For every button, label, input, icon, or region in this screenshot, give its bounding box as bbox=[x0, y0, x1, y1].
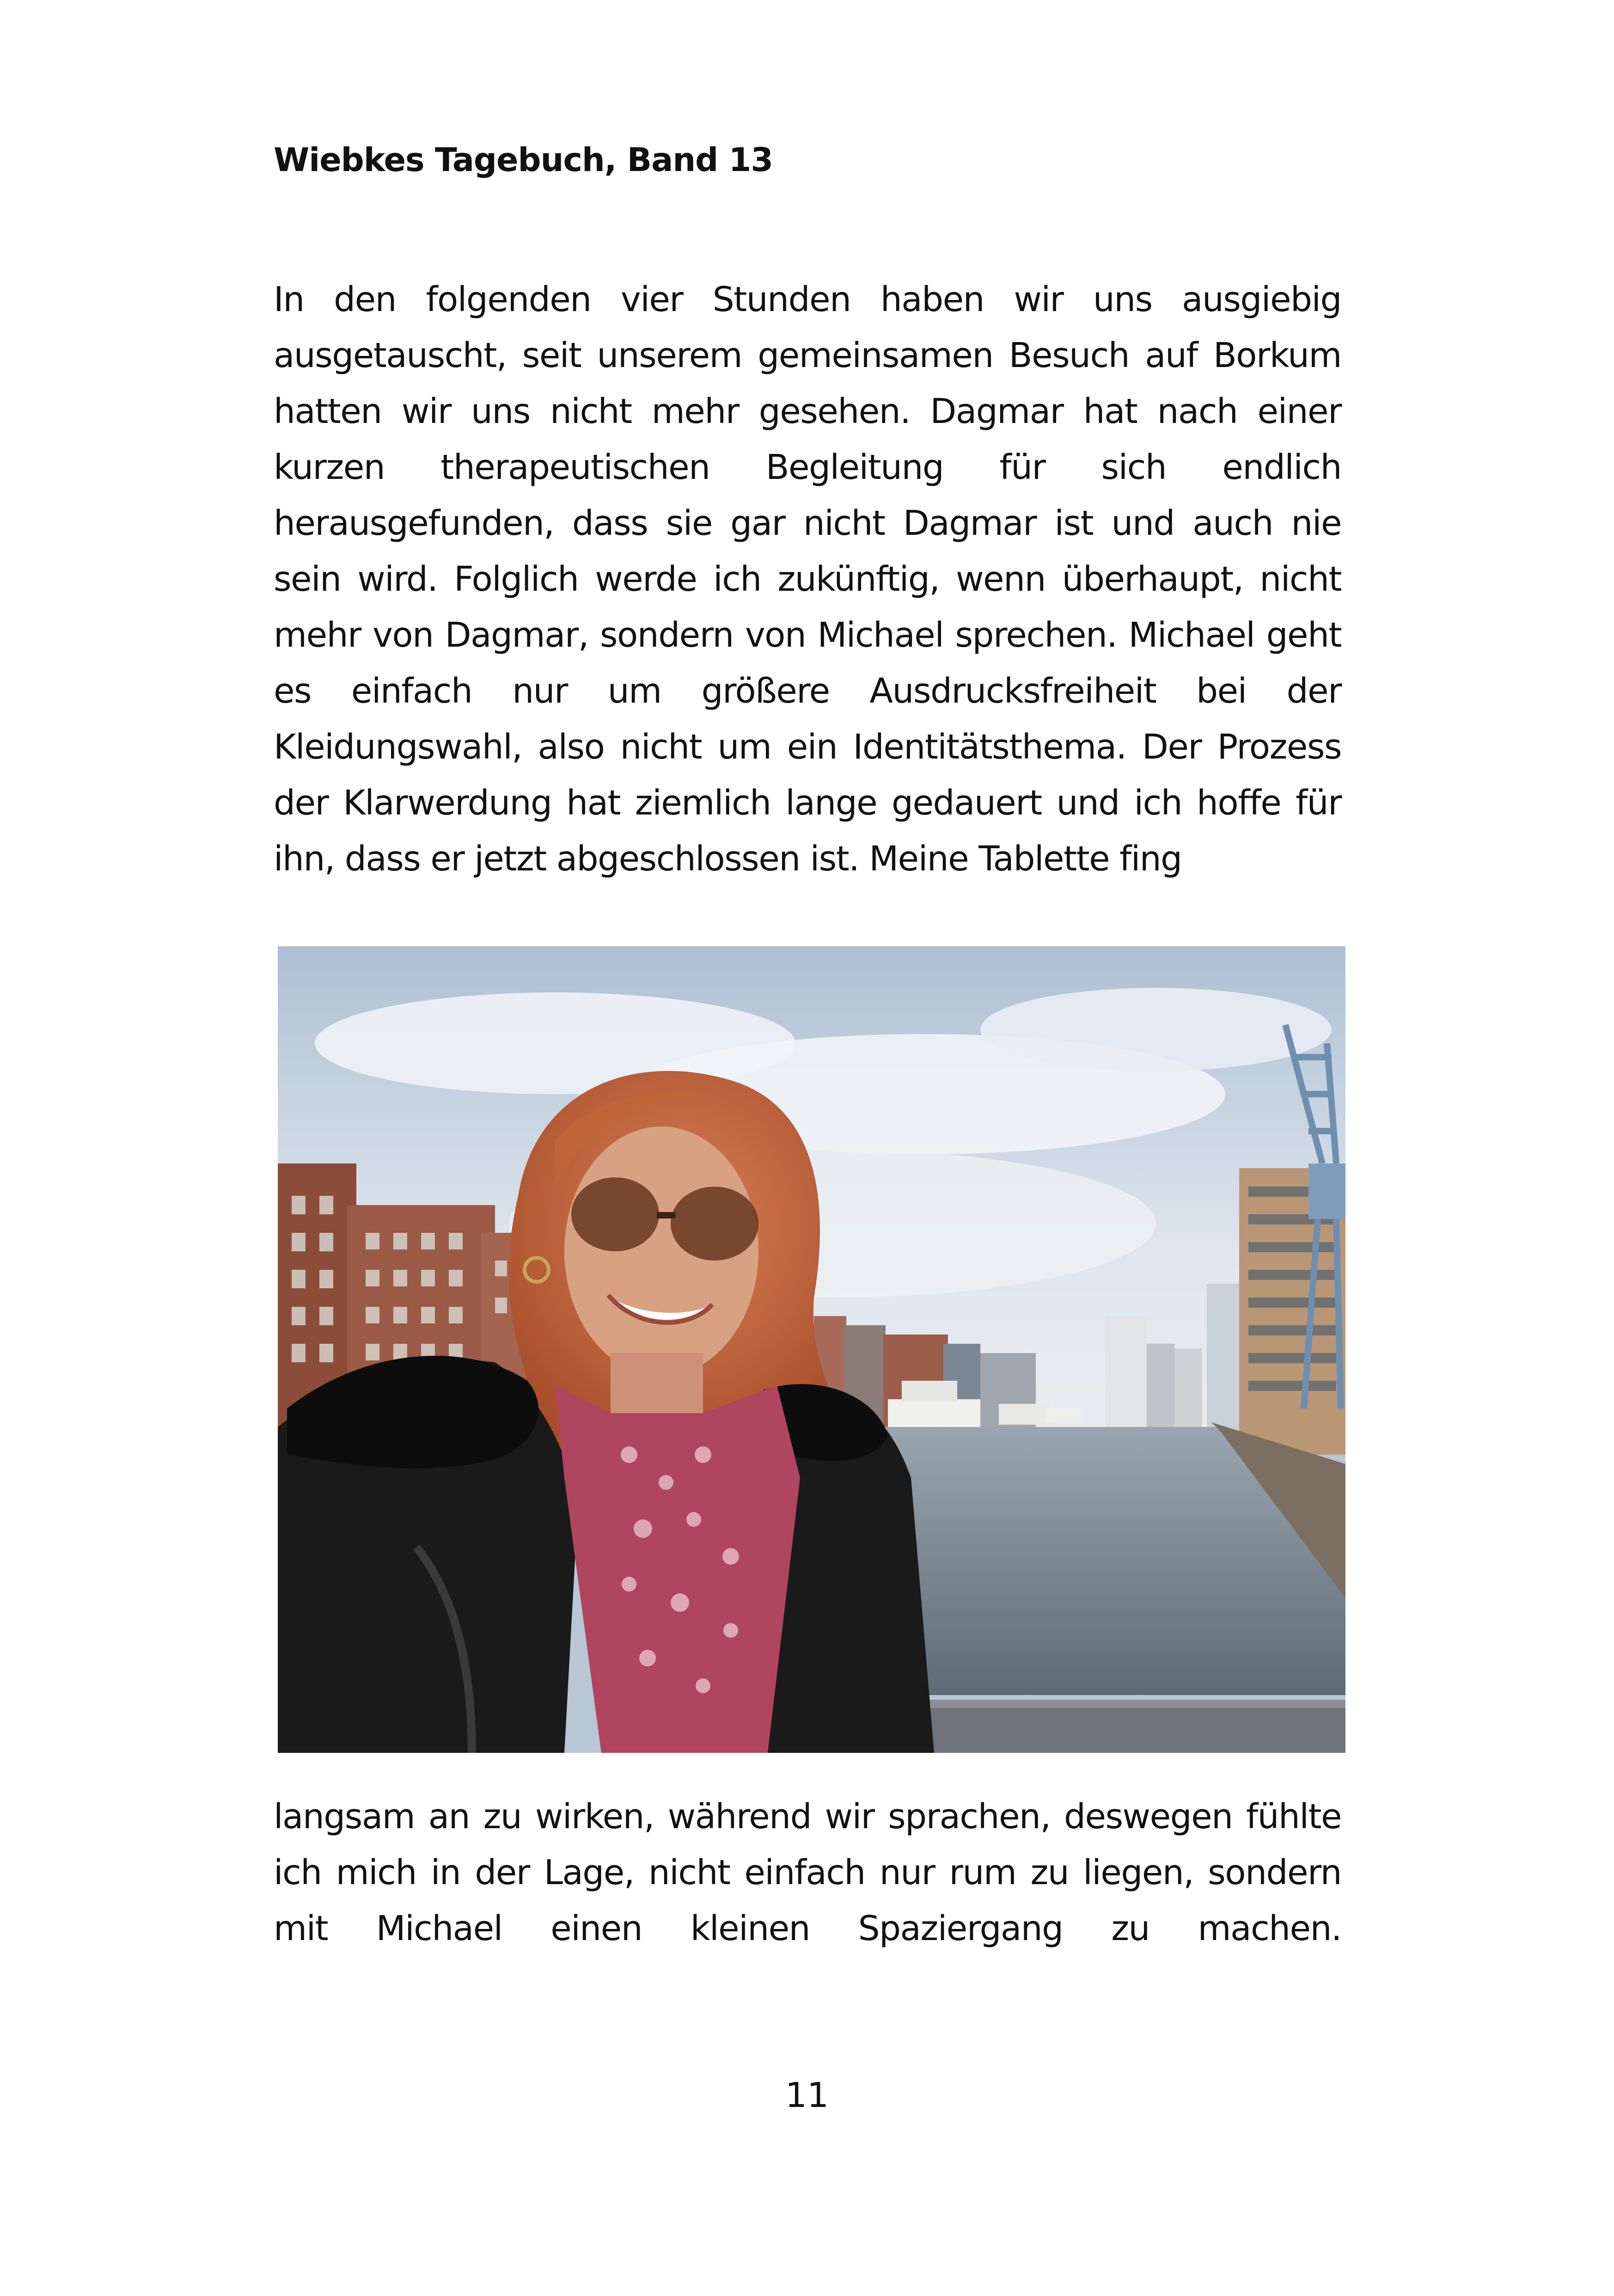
body-paragraph: langsam an zu wirken, während wir sprachen, deswegen fühlte ich mich in der Lage, nicht einfach nur rum zu liegen, sondern mit Michael einen kleinen Spaziergang zu machen. bbox=[274, 1797, 1341, 1948]
page-title: Wiebkes Tagebuch, Band 13 bbox=[274, 141, 773, 179]
page-number: 11 bbox=[785, 2076, 829, 2115]
photo bbox=[278, 946, 1345, 1753]
cloud bbox=[980, 988, 1332, 1071]
harbor-selfie-photo bbox=[278, 946, 1345, 1753]
railing bbox=[879, 1704, 1345, 1753]
body-paragraph: In den folgenden vier Stunden haben wir uns ausgiebig ausgetauscht, seit unserem gemeinsamen Besuch auf Borkum hatten wir uns nicht mehr gesehen. Dagmar hat nach einer kurzen therapeutischen Begleitung für sich endlich herausgefunden, dass sie gar nicht Dagmar ist und auch nie sein wird. Folglich werde ich zukünftig, wenn überhaupt, nicht mehr von Dagmar, sondern von Michael sprechen. Michael geht es einfach nur um größere Ausdrucksfreiheit bei der Kleidungswahl, also nicht um ein Identitätsthema. Der Prozess der Klarwerdung hat ziemlich lange gedauert und ich hoffe für ihn, dass er jetzt abgeschlossen ist. Meine Tablette fing bbox=[274, 280, 1341, 879]
